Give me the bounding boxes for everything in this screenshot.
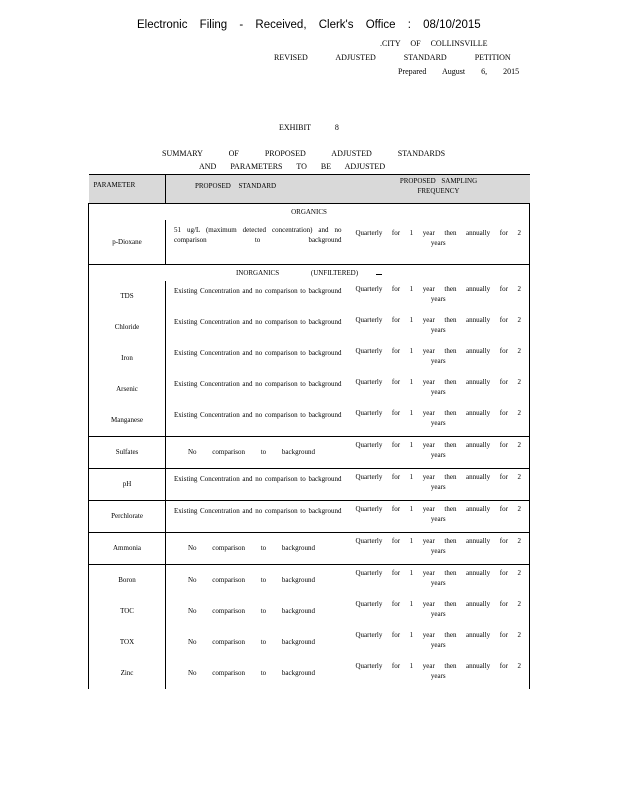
- parameter-name: TOC: [120, 607, 134, 615]
- frequency-line1: Quarterly for 1 year then annually for 2: [355, 536, 521, 545]
- proposed-standard: Existing Concentration and no comparison to background: [174, 379, 342, 388]
- parameter-name: Chloride: [114, 323, 140, 331]
- frequency-line1: Quarterly for 1 year then annually for 2: [355, 315, 521, 324]
- proposed-standard: No comparison to background: [188, 668, 315, 677]
- underline-mark: [376, 268, 382, 275]
- sampling-frequency: [348, 469, 530, 492]
- frequency-line2: years: [430, 578, 446, 587]
- sampling-frequency: [348, 281, 530, 304]
- proposed-standard: No comparison to background: [188, 575, 315, 584]
- filing-stamp: Electronic Filing - Received, Clerk's Office : 08/10/2015: [137, 19, 481, 31]
- sampling-frequency: [348, 627, 530, 650]
- frequency-line1: Quarterly for 1 year then annually for 2: [355, 440, 521, 449]
- frequency-line1: Quarterly for 1 year then annually for 2: [355, 568, 521, 577]
- proposed-standard: Existing Concentration and no comparison to background: [174, 348, 342, 357]
- summary-line-2: AND PARAMETERS TO BE ADJUSTED: [199, 162, 386, 171]
- table-row: [89, 436, 530, 468]
- exhibit-title: EXHIBIT 8: [279, 123, 339, 132]
- table-row: [89, 627, 530, 658]
- frequency-line2: years: [430, 450, 446, 459]
- header-standard: PROPOSED STANDARD: [166, 175, 348, 204]
- sampling-frequency: [348, 437, 530, 460]
- sampling-frequency: [348, 312, 530, 335]
- table-row: [89, 281, 530, 312]
- prepared-date: Prepared August 6, 2015: [398, 67, 520, 76]
- proposed-standard: No comparison to background: [188, 447, 315, 456]
- table-row: [89, 374, 530, 405]
- table-header-row: [89, 175, 530, 204]
- frequency-line2: years: [430, 482, 446, 491]
- proposed-standard: No comparison to background: [188, 637, 315, 646]
- table-row: [89, 312, 530, 343]
- table-row: [89, 405, 530, 437]
- sampling-frequency: [348, 374, 530, 397]
- frequency-line2: years: [430, 671, 446, 680]
- summary-line-1: SUMMARY OF PROPOSED ADJUSTED STANDARDS: [162, 149, 446, 158]
- table-row: [89, 564, 530, 596]
- parameter-name: Sulfates: [115, 448, 139, 456]
- frequency-line2: years: [430, 294, 446, 303]
- frequency-line1: Quarterly for 1 year then annually for 2: [355, 504, 521, 513]
- frequency-line2: years: [430, 356, 446, 365]
- parameter-name: Boron: [118, 576, 136, 584]
- frequency-line1: Quarterly for 1 year then annually for 2: [355, 661, 521, 670]
- petition-title: REVISED ADJUSTED STANDARD PETITION: [274, 53, 511, 62]
- proposed-standard: Existing Concentration and no comparison to background: [174, 474, 342, 483]
- sampling-frequency: [348, 565, 530, 588]
- parameter-name: TDS: [120, 292, 134, 300]
- parameter-name: pH: [122, 480, 132, 488]
- frequency-line2: years: [430, 546, 446, 555]
- parameter-name: Ammonia: [113, 544, 141, 552]
- parameter-name: TOX: [119, 638, 135, 646]
- section-title: INORGANICS (UNFILTERED): [235, 269, 359, 277]
- proposed-standard: Existing Concentration and no comparison to background: [174, 317, 342, 326]
- sampling-frequency: [348, 220, 530, 248]
- proposed-standard: 51 ug/L (maximum detected concentration) and no comparison to background: [174, 226, 342, 244]
- frequency-line1: Quarterly for 1 year then annually for 2: [355, 630, 521, 639]
- frequency-line2: years: [430, 514, 446, 523]
- parameter-name: Iron: [121, 354, 133, 362]
- table-row: [89, 596, 530, 627]
- proposed-standard: No comparison to background: [188, 606, 315, 615]
- frequency-line2: years: [430, 640, 446, 649]
- table-row: [89, 220, 530, 264]
- proposed-standard: Existing Concentration and no comparison to background: [174, 506, 342, 515]
- frequency-line1: Quarterly for 1 year then annually for 2: [355, 229, 521, 237]
- frequency-line2: years: [430, 325, 446, 334]
- frequency-line1: Quarterly for 1 year then annually for 2: [355, 408, 521, 417]
- parameter-name: Perchlorate: [111, 512, 143, 520]
- sampling-frequency: [348, 405, 530, 428]
- frequency-line1: Quarterly for 1 year then annually for 2: [355, 284, 521, 293]
- city-name: .CITY OF COLLINSVILLE: [380, 39, 488, 48]
- frequency-line2: years: [430, 239, 446, 247]
- frequency-line1: Quarterly for 1 year then annually for 2: [355, 346, 521, 355]
- proposed-standard: Existing Concentration and no comparison to background: [174, 410, 342, 419]
- proposed-standard: No comparison to background: [188, 543, 315, 552]
- parameter-name: Arsenic: [116, 385, 138, 393]
- sampling-frequency: [348, 533, 530, 556]
- sampling-frequency: [348, 343, 530, 366]
- frequency-line2: years: [430, 609, 446, 618]
- parameter-name: Manganese: [111, 416, 143, 424]
- parameter-name: Zinc: [120, 669, 134, 677]
- adjusted-standards-table: [88, 174, 530, 689]
- proposed-standard: Existing Concentration and no comparison to background: [174, 286, 342, 295]
- table-row: [89, 343, 530, 374]
- parameter-name: p-Dioxane: [112, 237, 142, 246]
- frequency-line1: Quarterly for 1 year then annually for 2: [355, 472, 521, 481]
- header-frequency-line1: PROPOSED SAMPLING: [399, 177, 478, 185]
- frequency-line2: years: [430, 418, 446, 427]
- frequency-line1: Quarterly for 1 year then annually for 2: [355, 599, 521, 608]
- header-parameter: PARAMETER: [89, 175, 166, 204]
- table-row: [89, 532, 530, 564]
- frequency-line2: years: [430, 387, 446, 396]
- header-frequency: [348, 175, 530, 204]
- section-header-row: [89, 204, 530, 221]
- table-row: [89, 468, 530, 500]
- table-row: [89, 658, 530, 689]
- table-row: [89, 500, 530, 532]
- sampling-frequency: [348, 596, 530, 619]
- sampling-frequency: [348, 658, 530, 681]
- section-title: ORGANICS: [291, 208, 327, 216]
- header-frequency-line2: FREQUENCY: [417, 187, 460, 195]
- sampling-frequency: [348, 501, 530, 524]
- frequency-line1: Quarterly for 1 year then annually for 2: [355, 377, 521, 386]
- section-header-row: [89, 264, 530, 281]
